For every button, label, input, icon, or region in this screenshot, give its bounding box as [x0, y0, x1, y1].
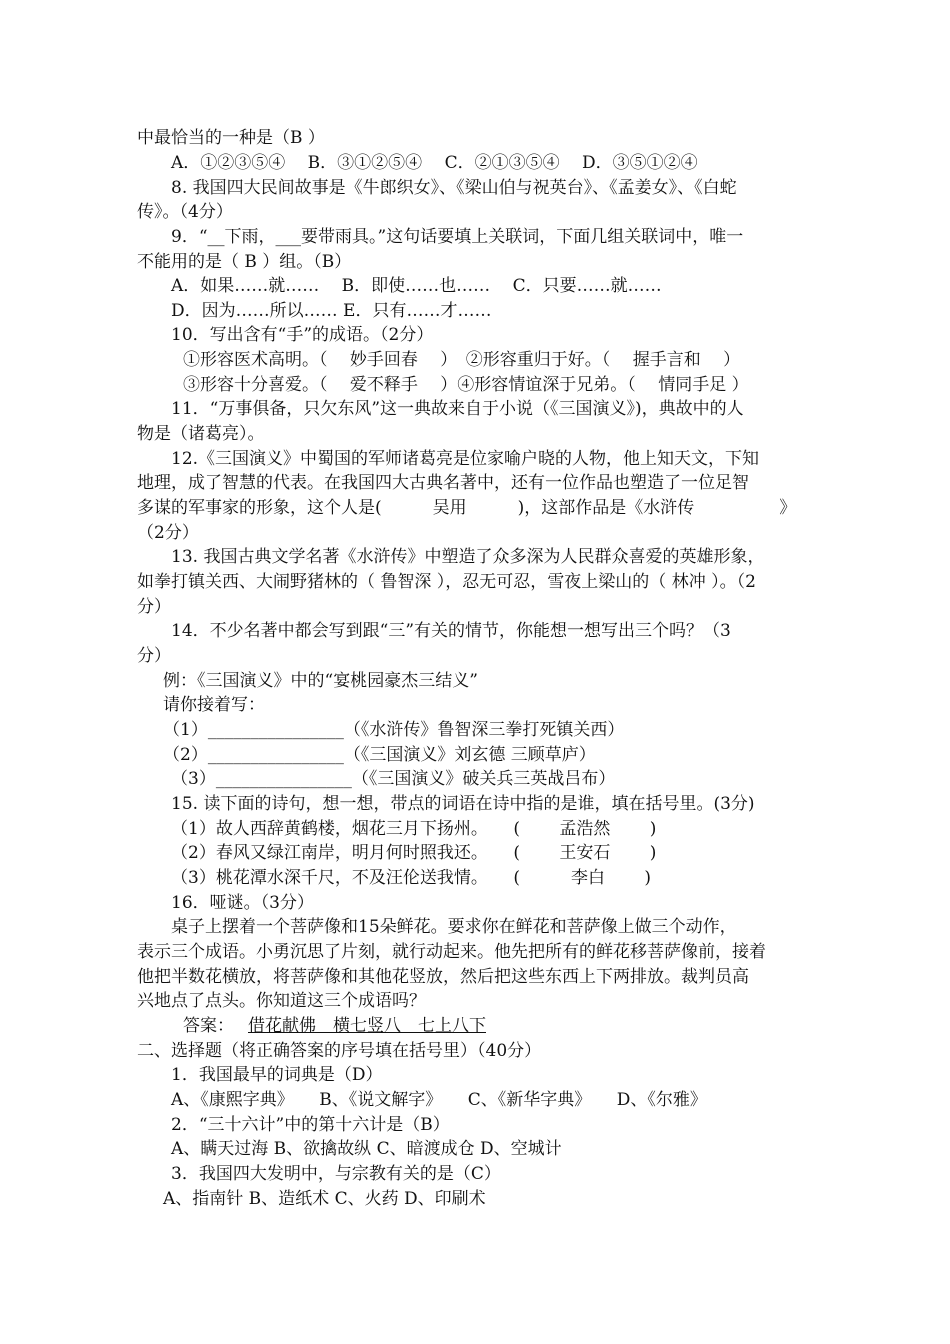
answer-text: 借花献佛 横七竖八 七上八下 [248, 1016, 486, 1036]
text-line: A、《康熙字典》 B、《说文解字》 C、《新华字典》 D、《尔雅》 [171, 1090, 707, 1110]
text-line: 物是（诸葛亮）。 [137, 424, 265, 444]
text-line: （1）故人西辞黄鹤楼，烟花三月下扬州。 ( 孟浩然 ) [171, 819, 657, 839]
text-line: （2）春风又绿江南岸，明月何时照我还。 ( 王安石 ) [171, 843, 657, 863]
text-line: 桌子上摆着一个菩萨像和15朵鲜花。要求你在鲜花和菩萨像上做三个动作， [171, 917, 737, 937]
text-line: （3）________________（《三国演义》破关兵三英战吕布） [171, 769, 616, 789]
text-line: 13. 我国古典文学名著《水浒传》中塑造了众多深为人民群众喜爱的英雄形象， [171, 547, 765, 567]
text-line: ①形容医术高明。（ 妙手回春 ） ②形容重归于好。（ 握手言和 ） [183, 350, 741, 370]
text-line: 9．“__下雨，___要带雨具。”这句话要填上关联词，下面几组关联词中，唯一 [171, 227, 744, 247]
text-line: 他把半数花横放，将菩萨像和其他花竖放，然后把这些东西上下两排放。裁判员高 [137, 967, 749, 987]
section-heading: 二、选择题（将正确答案的序号填在括号里）（40分） [137, 1041, 542, 1061]
text-line: （3）桃花潭水深千尺，不及汪伦送我情。 ( 李白 ) [171, 868, 651, 888]
text-line: 地理，成了智慧的代表。在我国四大古典名著中，还有一位作品也塑造了一位足智 [137, 473, 749, 493]
text-line: 请你接着写： [163, 695, 265, 715]
text-line: 不能用的是（ B ）组。（B） [137, 252, 352, 272]
text-line: A、指南针 B、造纸术 C、火药 D、印刷术 [163, 1189, 486, 1209]
text-line: A．如果……就…… B．即使……也…… C．只要……就…… [171, 276, 662, 296]
text-line: A．①②③⑤④ B．③①②⑤④ C．②①③⑤④ D．③⑤①②④ [171, 153, 698, 173]
text-line: ③形容十分喜爱。（ 爱不释手 ）④形容情谊深于兄弟。（ 情同手足 ） [183, 375, 749, 395]
text-line: 12.《三国演义》中蜀国的军师诸葛亮是位家喻户晓的人物，他上知天文，下知 [171, 449, 760, 469]
answer-label: 答案： [183, 1016, 234, 1036]
text-line: 1．我国最早的词典是（D） [171, 1065, 383, 1085]
text-line: （2）________________（《三国演义》刘玄德 三顾草庐） [163, 745, 596, 765]
text-line: 10．写出含有“手”的成语。（2分） [171, 325, 434, 345]
text-line: 分） [137, 646, 171, 666]
text-line: 表示三个成语。小勇沉思了片刻，就行动起来。他先把所有的鲜花移菩萨像前，接着 [137, 942, 766, 962]
text-line: 如拳打镇关西、大闹野猪林的（ 鲁智深 ），忍无可忍，雪夜上梁山的（ 林冲 ）。（2 [137, 572, 756, 592]
text-line: 3．我国四大发明中，与宗教有关的是（C） [171, 1164, 501, 1184]
text-line: 兴地点了点头。你知道这三个成语吗？ [137, 991, 426, 1011]
text-line: （2分） [137, 523, 199, 543]
text-line: 多谋的军事家的形象，这个人是( 吴用 )，这部作品是《水浒传 》 [137, 498, 797, 518]
text-line: 传》。（4分） [137, 202, 233, 222]
text-line: A、瞒天过海 B、欲擒故纵 C、暗渡成仓 D、空城计 [171, 1139, 562, 1159]
text-line: 15. 读下面的诗句，想一想，带点的词语在诗中指的是谁，填在括号里。(3分) [171, 794, 755, 814]
text-line: 16．哑谜。（3分） [171, 893, 314, 913]
text-line: 14．不少名著中都会写到跟“三”有关的情节，你能想一想写出三个吗？（3 [171, 621, 731, 641]
text-line: D．因为……所以…… E．只有……才…… [171, 301, 492, 321]
text-line: 8. 我国四大民间故事是《牛郎织女》、《梁山伯与祝英台》、《孟姜女》、《白蛇 [171, 178, 737, 198]
text-line: 分） [137, 597, 171, 617]
text-line: 例：《三国演义》中的“宴桃园豪杰三结义” [163, 671, 478, 691]
text-line: 11．“万事俱备，只欠东风”这一典故来自于小说（《三国演义》)，典故中的人 [171, 399, 744, 419]
text-line: （1）________________（《水浒传》鲁智深三拳打死镇关西） [163, 720, 625, 740]
text-line: 2．“三十六计”中的第十六计是（B） [171, 1115, 450, 1135]
text-line: 中最恰当的一种是（B ） [137, 128, 325, 148]
